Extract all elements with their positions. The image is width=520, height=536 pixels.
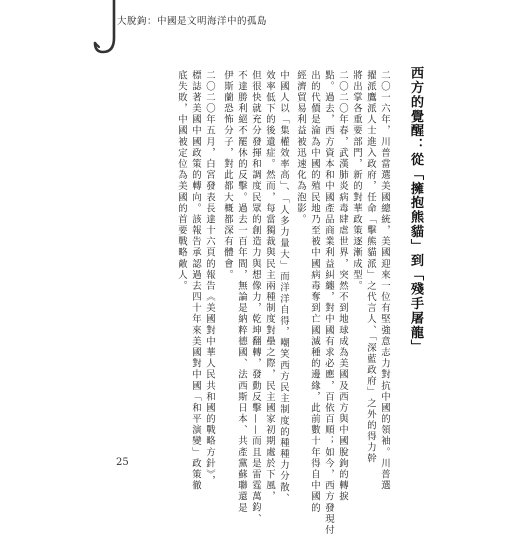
- running-header: 大脫鉤：中國是文明海洋中的孤島: [117, 16, 268, 27]
- body-line: 中國人以「集權效率高」、「人多力量大」而洋洋自得，嘲笑西方民主制度的種種力分散、: [278, 70, 289, 505]
- section-title: 西方的覺醒：從「擁抱熊貓」到「殘手屠龍」: [408, 66, 423, 354]
- body-line: 底失敗，中國被定位為美國的首要戰略敵人。: [176, 70, 187, 292]
- body-line: 二〇二〇年五月，白宮發表長達十六頁的報告《美國對中華人民共和國的戰略方針》，: [204, 70, 215, 487]
- body-line: 擢派鷹派人士進入政府，任命「擊熊貓派」之代言人、「深藍政府」之外的得力幹: [365, 70, 376, 465]
- body-line: 經濟貿易利益被迅速化為泡影。: [295, 70, 306, 226]
- body-line: 二〇一六年，川普當選美國總統，美國迎來一位有堅強意志力對抗中國的領袖。川普選: [379, 70, 390, 492]
- page-number: 25: [116, 457, 129, 468]
- body-line: 但很快就充分發揮和調度民眾的創造力與想像力，乾坤翻轉，發動反擊——而且是雷霆萬鈞、: [250, 70, 261, 525]
- body-line: 點。過去，西方資本和中國產品商業利益糾纏，對中國有求必應，百依百順；如今，西方發現付: [323, 70, 334, 536]
- body-line: 不達勝利絕不罷休的反擊。過去一百年間，無論是納粹德國、法西斯日本、共產黨蘇聯還是: [236, 70, 247, 514]
- body-line: 二〇二〇年春，武漢肺炎病毒肆虐世界，突然不到地球成為美國及西方與中國脫鉤的轉捩: [337, 70, 348, 503]
- body-line: 出的代價是淪為中國的殖民地乃至被中國病毒奪到亡國滅種的邊緣，此前數十年得自中國的: [309, 70, 320, 514]
- body-line: 效率低下的後遺症。然而，每當獨裁與民主兩種制度對壘之際，民主國家初期處於下風，: [264, 70, 275, 503]
- body-line: 伊斯蘭恐怖分子，對此都大概都深有體會。: [222, 70, 233, 281]
- body-line: 標誌著美國中國政策的轉向。該報告承認過去四十年來美國對中國「和平演變」政策徹: [190, 70, 201, 492]
- hook-icon: [92, 0, 122, 58]
- body-line: 將出掌各重要部門，新的對華政策逐漸成型。: [351, 70, 362, 292]
